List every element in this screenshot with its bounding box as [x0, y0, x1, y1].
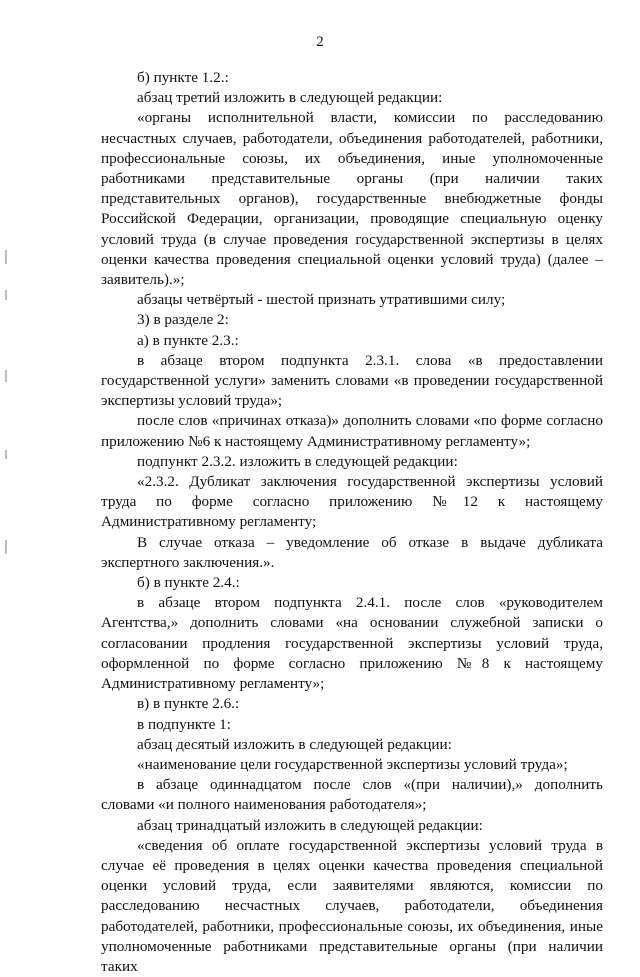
paragraph: абзацы четвёртый - шестой признать утратившими силу;	[137, 291, 506, 309]
paragraph: а) в пункте 2.3.:	[137, 331, 239, 349]
paragraph: «наименование цели государственной экспертизы условий труда»;	[137, 755, 568, 773]
paragraph: после слов «причинах отказа)» дополнить словами «по форме согласно приложению №6 к настоящему Административному регламенту»;	[101, 412, 603, 450]
paragraph: В случае отказа – уведомление об отказе в выдаче дубликата экспертного заключения.».	[101, 533, 603, 571]
paragraph: подпункт 2.3.2. изложить в следующей редакции:	[137, 452, 458, 470]
paragraph: абзац третий изложить в следующей редакции:	[137, 89, 443, 107]
paragraph: в абзаце втором подпункта 2.3.1. слова «в предоставлении государственной услуги» заменить словами «в проведении государственной экспертизы условий труда»;	[101, 351, 603, 410]
paragraph: абзац десятый изложить в следующей редакции:	[137, 735, 452, 753]
page-number: 2	[316, 34, 324, 50]
paragraph: в абзаце втором подпункта 2.4.1. после слов «руководителем Агентства,» дополнить словами «на основании служебной записки о согласовании продления государственной экспертизы условий труда, оформленной по форме согласно приложению №8 к настоящему Административному регламенту»;	[101, 594, 603, 693]
paragraph: в абзаце одиннадцатом после слов «(при наличии),» дополнить словами «и полного наименования работодателя»;	[101, 776, 603, 814]
paragraph: абзац тринадцатый изложить в следующей редакции:	[137, 816, 483, 834]
paragraph: б) пункте 1.2.:	[137, 69, 229, 86]
paragraph: «органы исполнительной власти, комиссии по расследованию несчастных случаев, работодатели, объединения работодателей, работники, профессиональные союзы, их объединения, иные уполномоченные работниками представительные органы (при наличии таких представительных органов), государственные внебюджетные фонды Российской Федерации, организации, проводящие специальную оценку условий труда (в случае проведения государственной экспертизы в целях оценки качества проведения специальной оценки условий труда) (далее – заявитель).»;	[101, 109, 603, 289]
document-body	[101, 68, 603, 977]
paragraph: «2.3.2. Дубликат заключения государственной экспертизы условий труда по форме согласно приложению №12 к настоящему Административному регламенту;	[101, 473, 603, 531]
paragraph: «сведения об оплате государственной экспертизы условий труда в случае её проведения в целях оценки качества проведения специальной оценки условий труда, если заявителями являются, комиссии по расследованию несчастных случаев, работодатели, объединения работодателей, работники, профессиональные союзы, их объединения, иные уполномоченные работниками представительные органы (при наличии таких	[101, 836, 603, 975]
paragraph: в подпункте 1:	[137, 715, 231, 733]
scan-margin-marks	[5, 250, 8, 580]
paragraph: б) в пункте 2.4.:	[137, 574, 240, 592]
paragraph: в) в пункте 2.6.:	[137, 695, 240, 713]
paragraph: 3) в разделе 2:	[137, 311, 229, 329]
